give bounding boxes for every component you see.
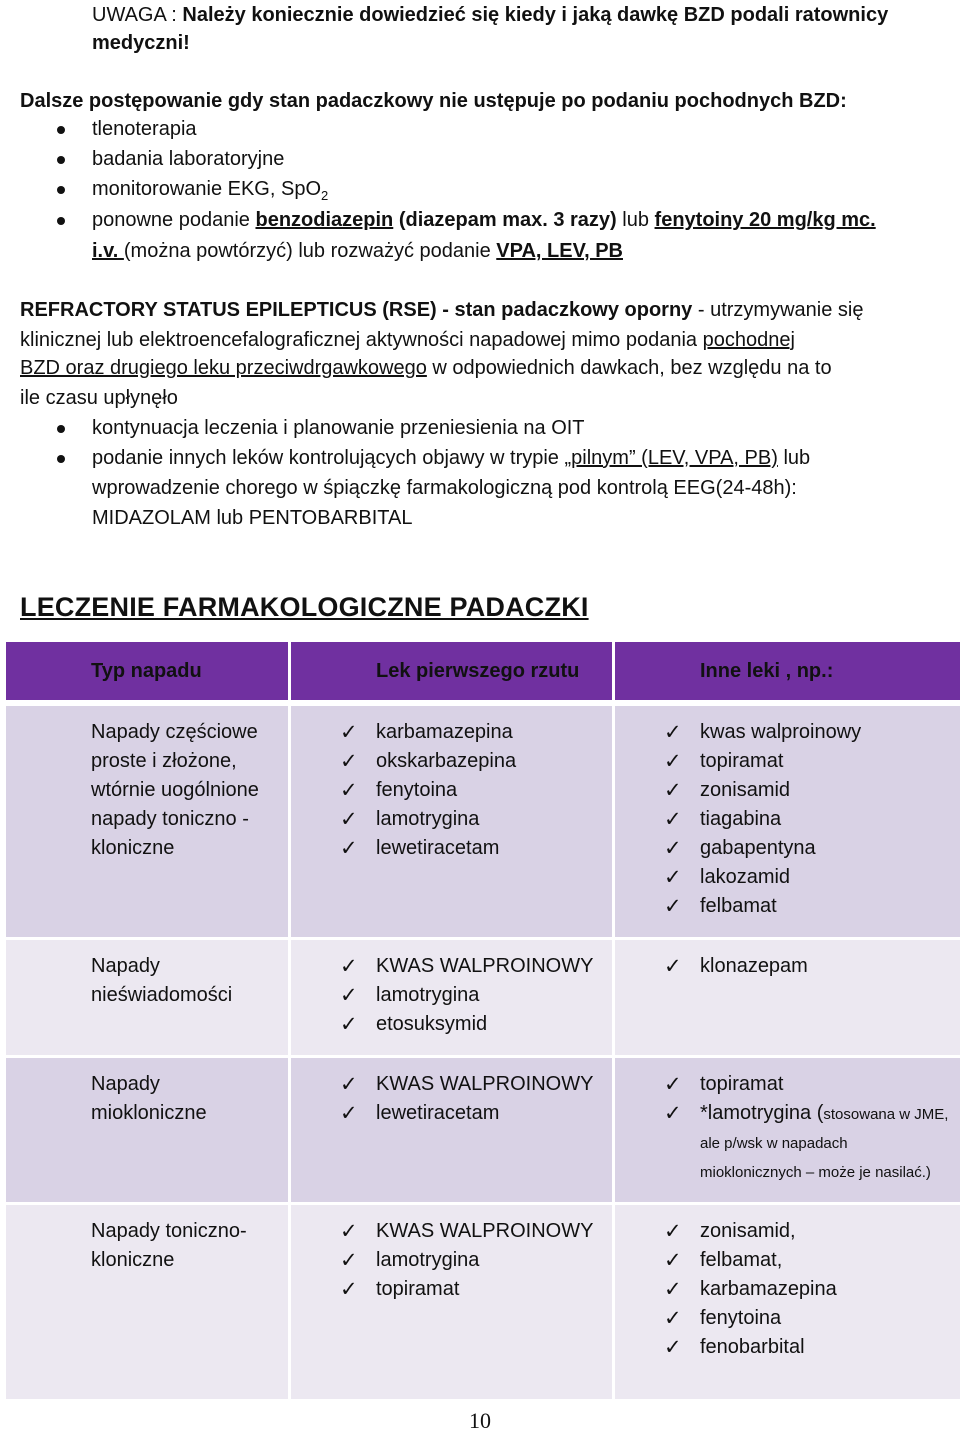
header-seizure-type: Typ napadu: [6, 642, 291, 706]
rse-bullet2a: podanie innych leków kontrolujących objawy w trypie: [92, 447, 565, 469]
table-header-row: [6, 642, 960, 706]
further-item-cont: [92, 236, 623, 266]
seizure-type: Napady miokloniczne: [91, 1073, 207, 1124]
seizure-type-cell: [6, 706, 291, 940]
check-icon: ✓: [664, 1101, 682, 1125]
rse-bullet-2-line-3: MIDAZOLAM lub PENTOBARBITAL: [92, 507, 413, 529]
bullet-icon: [57, 425, 65, 433]
check-icon: ✓: [664, 1335, 682, 1359]
other-drugs-cell: [615, 1058, 960, 1205]
rse-line-4: ile czasu upłynęło: [20, 387, 178, 409]
drug-name: okskarbazepina: [376, 750, 517, 772]
further-item: [92, 205, 876, 235]
list-item: [340, 805, 604, 834]
check-icon: ✓: [664, 1277, 682, 1301]
list-item: [340, 1275, 604, 1304]
check-icon: ✓: [340, 836, 358, 860]
drug-name: zonisamid,: [700, 1220, 796, 1242]
drug-name: felbamat: [700, 895, 777, 917]
check-icon: ✓: [340, 807, 358, 831]
list-item: [340, 1217, 604, 1246]
item4-lub: lub: [616, 209, 655, 231]
lamotrigine-note: stosowana w JME, ale p/wsk w napadach mioklonicznych – może je nasilać.): [700, 1106, 949, 1181]
drug-name: lewetiracetam: [376, 837, 500, 859]
drug-name: KWAS WALPROINOWY: [376, 955, 594, 977]
check-icon: ✓: [340, 1072, 358, 1096]
rse-bullet-1: kontynuacja leczenia i planowanie przeniesienia na OIT: [92, 417, 585, 439]
drug-name: kwas walproinowy: [700, 721, 862, 743]
drug-name: KWAS WALPROINOWY: [376, 1073, 594, 1095]
item4-iv: i.v.: [92, 240, 124, 262]
table-row: [6, 706, 960, 940]
drug-name: tiagabina: [700, 808, 782, 830]
check-icon: ✓: [664, 1306, 682, 1330]
drug-name: KWAS WALPROINOWY: [376, 1220, 594, 1242]
item4-fenytoin: fenytoiny 20 mg/kg mc.: [654, 209, 876, 231]
list-item: [664, 863, 952, 892]
header-first-line: Lek pierwszego rzutu: [291, 642, 615, 706]
drug-name: karbamazepina: [376, 721, 513, 743]
check-icon: ✓: [340, 778, 358, 802]
check-icon: ✓: [664, 778, 682, 802]
check-icon: ✓: [340, 1248, 358, 1272]
seizure-type-cell: [6, 1205, 291, 1402]
drug-name: fenytoina: [700, 1307, 782, 1329]
list-item: [664, 952, 952, 981]
item4-bzd: benzodiazepin: [255, 209, 394, 231]
other-drugs-cell: [615, 706, 960, 940]
item4-drugs: VPA, LEV, PB: [496, 240, 623, 262]
check-icon: ✓: [664, 749, 682, 773]
list-item: [340, 747, 604, 776]
drug-name: lamotrygina: [376, 984, 480, 1006]
table-row: [6, 1205, 960, 1402]
seizure-type-cell: [6, 1058, 291, 1205]
warning-line-2: medyczni!: [92, 32, 190, 54]
check-icon: ✓: [340, 1219, 358, 1243]
check-icon: ✓: [664, 720, 682, 744]
rse-bullet-2: [92, 443, 810, 473]
list-item: [664, 747, 952, 776]
list-item: [340, 981, 604, 1010]
further-item: tlenoterapia: [92, 118, 197, 140]
check-icon: ✓: [664, 807, 682, 831]
drug-name: fenytoina: [376, 779, 458, 801]
rse-line2b: pochodnej: [702, 329, 795, 351]
seizure-type: Napady nieświadomości: [91, 955, 233, 1006]
list-item: [664, 1275, 952, 1304]
check-icon: ✓: [664, 1072, 682, 1096]
list-item: [664, 1099, 952, 1186]
item4-repeat: (można powtórzyć) lub rozważyć podanie: [123, 240, 497, 262]
page-number: 10: [469, 1408, 491, 1433]
seizure-type-cell: [6, 940, 291, 1058]
list-item: [664, 1070, 952, 1099]
drug-name: lamotrygina: [376, 1249, 480, 1271]
check-icon: ✓: [340, 983, 358, 1007]
list-item: [664, 718, 952, 747]
bullet-icon: [57, 156, 65, 164]
drug-name: gabapentyna: [700, 837, 816, 859]
rse-line-2: [20, 325, 795, 355]
first-line-cell: [291, 1205, 615, 1402]
drug-name: karbamazepina: [700, 1278, 837, 1300]
list-item: [340, 1246, 604, 1275]
further-heading: Dalsze postępowanie gdy stan padaczkowy nie ustępuje po podaniu pochodnych BZD:: [20, 90, 847, 112]
check-icon: ✓: [664, 836, 682, 860]
first-line-cell: [291, 940, 615, 1058]
rse-line3a: BZD oraz drugiego leku przeciwdrgawkowego: [20, 357, 427, 379]
warning-line-1: [92, 0, 888, 30]
bullet-icon: [57, 186, 65, 194]
check-icon: ✓: [664, 1219, 682, 1243]
rse-line-1: [20, 295, 863, 325]
bullet-icon: [57, 126, 65, 134]
seizure-type: Napady częściowe proste i złożone, wtórnie uogólnione napady toniczno - kloniczne: [91, 721, 259, 859]
warning-prefix: UWAGA :: [92, 4, 183, 26]
list-item: [340, 834, 604, 863]
drug-name: topiramat: [700, 1073, 784, 1095]
section-heading: LECZENIE FARMAKOLOGICZNE PADACZKI: [20, 592, 589, 622]
bullet-icon: [57, 217, 65, 225]
list-item: [664, 892, 952, 921]
drug-table: [6, 642, 960, 1402]
first-line-cell: [291, 706, 615, 940]
check-icon: ✓: [664, 894, 682, 918]
table-row: [6, 1058, 960, 1205]
drug-name: etosuksymid: [376, 1013, 488, 1035]
item4-prefix: ponowne podanie: [92, 209, 256, 231]
warning-text: Należy koniecznie dowiedzieć się kiedy i jaką dawkę BZD podali ratownicy: [182, 4, 889, 26]
list-item: [340, 1099, 604, 1128]
seizure-type: Napady toniczno-kloniczne: [91, 1220, 247, 1271]
item4-dose: (diazepam max. 3 razy): [393, 209, 617, 231]
drug-name: lamotrygina: [376, 808, 480, 830]
other-drugs-cell: [615, 940, 960, 1058]
list-item: [664, 1333, 952, 1362]
rse-bullet2b: „pilnym” (LEV, VPA, PB): [564, 447, 778, 469]
list-item: [340, 776, 604, 805]
check-icon: ✓: [340, 749, 358, 773]
list-item: [664, 776, 952, 805]
other-drugs-cell: [615, 1205, 960, 1402]
list-item: [340, 952, 604, 981]
list-item: [664, 805, 952, 834]
rse-line3b: w odpowiednich dawkach, bez względu na to: [426, 357, 832, 379]
drug-name: lewetiracetam: [376, 1102, 500, 1124]
list-item: [664, 1217, 952, 1246]
rse-bullet2c: lub: [777, 447, 811, 469]
list-item: [664, 834, 952, 863]
drug-name: zonisamid: [700, 779, 791, 801]
rse-line-3: [20, 353, 832, 383]
drug-name: lakozamid: [700, 866, 791, 888]
bullet-icon: [57, 455, 65, 463]
check-icon: ✓: [664, 1248, 682, 1272]
list-item: [340, 1070, 604, 1099]
list-item: [664, 1304, 952, 1333]
check-icon: ✓: [340, 1012, 358, 1036]
rse-title: REFRACTORY STATUS EPILEPTICUS (RSE) - stan padaczkowy oporny: [20, 299, 693, 321]
rse-bullet-2-line-2: wprowadzenie chorego w śpiączkę farmakologiczną pod kontrolą EEG(24-48h):: [92, 477, 797, 499]
check-icon: ✓: [340, 1277, 358, 1301]
rse-line2a: klinicznej lub elektroencefalograficznej aktywności napadowej mimo podania: [20, 329, 703, 351]
drug-name: klonazepam: [700, 955, 808, 977]
further-item: badania laboratoryjne: [92, 148, 285, 170]
check-icon: ✓: [664, 954, 682, 978]
check-icon: ✓: [340, 1101, 358, 1125]
rse-line1-rest: - utrzymywanie się: [692, 299, 864, 321]
check-icon: ✓: [664, 865, 682, 889]
check-icon: ✓: [340, 954, 358, 978]
spo-subscript: 2: [321, 188, 329, 203]
first-line-cell: [291, 1058, 615, 1205]
drug-name: topiramat: [700, 750, 784, 772]
drug-name: *lamotrygina (: [700, 1102, 824, 1124]
list-item: [340, 1010, 604, 1039]
table-row: [6, 940, 960, 1058]
drug-name: topiramat: [376, 1278, 460, 1300]
list-item: [664, 1246, 952, 1275]
check-icon: ✓: [340, 720, 358, 744]
drug-name: felbamat,: [700, 1249, 783, 1271]
drug-name: fenobarbital: [700, 1336, 805, 1358]
ekg-spo-text: monitorowanie EKG, SpO: [92, 178, 321, 200]
list-item: [340, 718, 604, 747]
header-other-drugs: Inne leki , np.:: [615, 642, 960, 706]
